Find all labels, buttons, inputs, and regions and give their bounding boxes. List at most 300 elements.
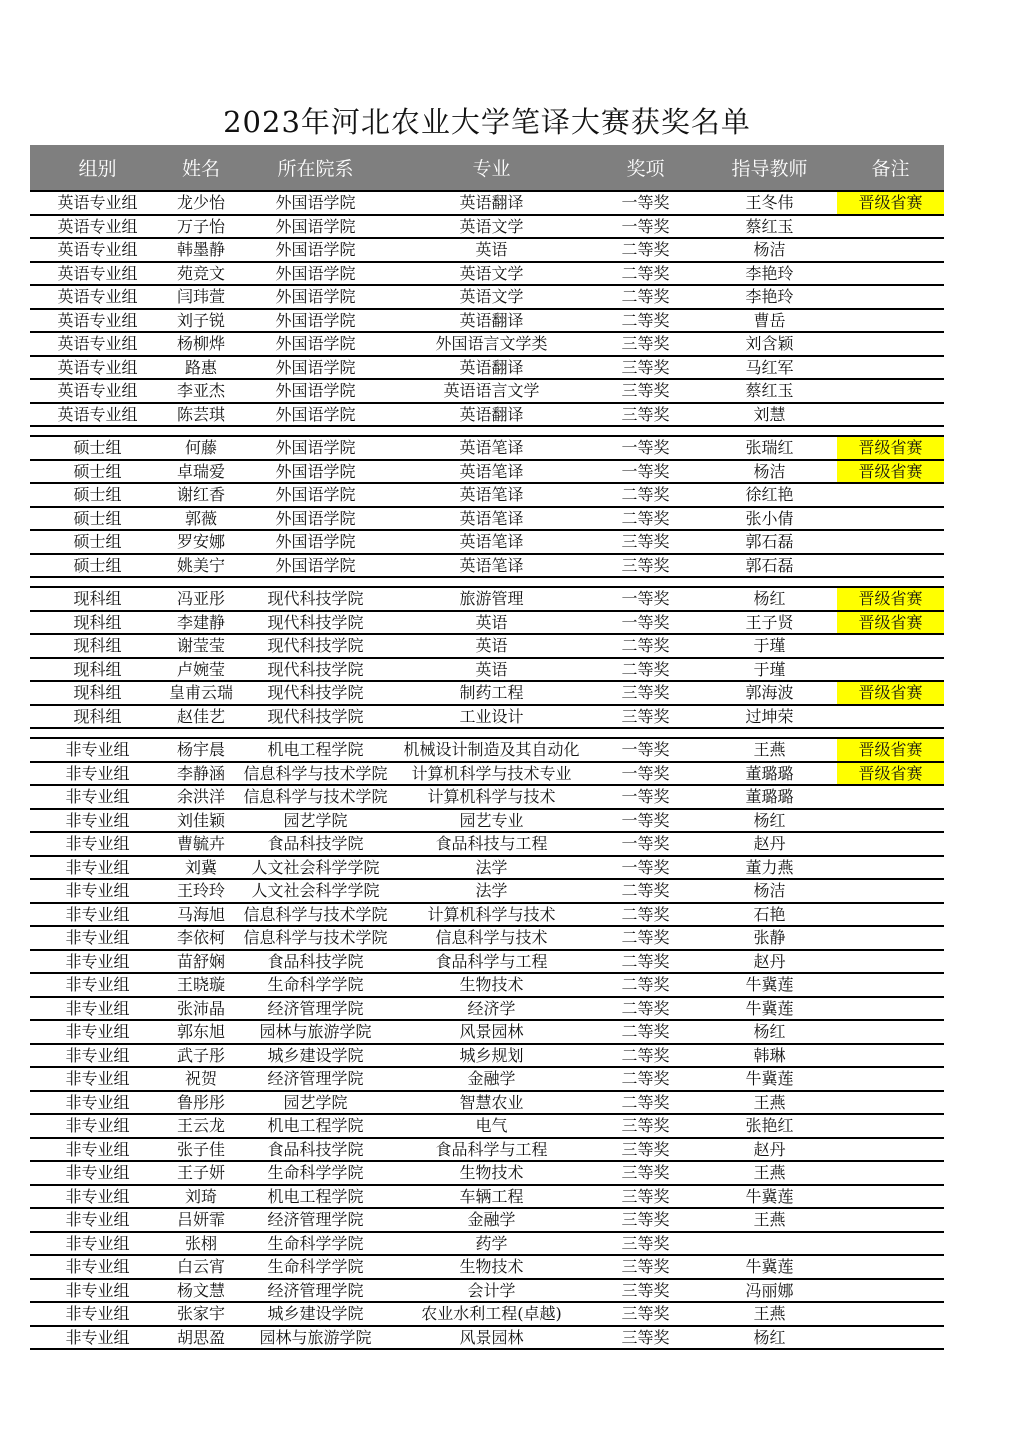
award-cell: 三等奖	[589, 1255, 702, 1279]
name-cell: 王晓璇	[165, 973, 237, 997]
award-cell: 二等奖	[589, 1020, 702, 1044]
group-cell: 非专业组	[30, 926, 165, 950]
table-row	[30, 1067, 944, 1091]
remark-cell	[837, 903, 944, 927]
award-cell: 二等奖	[589, 903, 702, 927]
name-cell: 马海旭	[165, 903, 237, 927]
award-cell: 三等奖	[589, 332, 702, 356]
table-row	[30, 1114, 944, 1138]
name-cell: 白云宵	[165, 1255, 237, 1279]
table-row	[30, 1326, 944, 1350]
remark-cell	[837, 1161, 944, 1185]
award-cell: 三等奖	[589, 356, 702, 380]
group-cell: 英语专业组	[30, 332, 165, 356]
major-cell: 法学	[394, 856, 589, 880]
college-cell: 生命科学学院	[237, 1232, 394, 1256]
advisor-cell: 董璐璐	[702, 762, 837, 786]
table-row	[30, 1255, 944, 1279]
table-row	[30, 762, 944, 786]
advisor-cell: 杨洁	[702, 238, 837, 262]
award-cell: 二等奖	[589, 285, 702, 309]
table-row	[30, 738, 944, 762]
major-cell: 英语文学	[394, 285, 589, 309]
award-cell: 二等奖	[589, 950, 702, 974]
advisor-cell: 牛冀莲	[702, 973, 837, 997]
group-cell: 非专业组	[30, 832, 165, 856]
table-row	[30, 1232, 944, 1256]
name-cell: 余洪洋	[165, 785, 237, 809]
major-cell: 生物技术	[394, 973, 589, 997]
remark-cell	[837, 403, 944, 427]
major-cell: 药学	[394, 1232, 589, 1256]
remark-cell	[837, 1114, 944, 1138]
remark-cell	[837, 1138, 944, 1162]
remark-cell	[837, 1020, 944, 1044]
advisor-cell: 杨洁	[702, 460, 837, 484]
page-title: 2023年河北农业大学笔译大赛获奖名单	[223, 105, 751, 139]
remark-cell: 晋级省赛	[837, 681, 944, 705]
group-cell: 英语专业组	[30, 309, 165, 333]
separator-cell	[30, 577, 944, 587]
college-cell: 生命科学学院	[237, 1255, 394, 1279]
college-cell: 外国语学院	[237, 483, 394, 507]
remark-cell	[837, 309, 944, 333]
table-row	[30, 403, 944, 427]
advisor-cell: 徐红艳	[702, 483, 837, 507]
name-cell: 刘佳颖	[165, 809, 237, 833]
name-cell: 郭东旭	[165, 1020, 237, 1044]
name-cell: 万子怡	[165, 215, 237, 239]
name-cell: 苗舒娴	[165, 950, 237, 974]
group-cell: 非专业组	[30, 1067, 165, 1091]
award-cell: 三等奖	[589, 403, 702, 427]
name-cell: 杨宇晨	[165, 738, 237, 762]
college-cell: 外国语学院	[237, 309, 394, 333]
table-row	[30, 785, 944, 809]
advisor-cell: 董璐璐	[702, 785, 837, 809]
table-row	[30, 832, 944, 856]
group-cell: 现科组	[30, 705, 165, 729]
major-cell: 经济学	[394, 997, 589, 1021]
award-cell: 三等奖	[589, 554, 702, 578]
major-cell: 计算机科学与技术	[394, 903, 589, 927]
remark-cell	[837, 658, 944, 682]
college-cell: 现代科技学院	[237, 705, 394, 729]
award-cell: 三等奖	[589, 705, 702, 729]
advisor-cell: 王燕	[702, 1091, 837, 1115]
remark-cell	[837, 1067, 944, 1091]
name-cell: 王玲玲	[165, 879, 237, 903]
name-cell: 谢莹莹	[165, 634, 237, 658]
advisor-cell: 张静	[702, 926, 837, 950]
advisor-cell: 牛冀莲	[702, 997, 837, 1021]
header-remark: 备注	[837, 145, 944, 191]
header-major: 专业	[394, 145, 589, 191]
remark-cell	[837, 530, 944, 554]
group-cell: 现科组	[30, 681, 165, 705]
remark-cell: 晋级省赛	[837, 587, 944, 611]
table-row	[30, 634, 944, 658]
college-cell: 食品科技学院	[237, 1138, 394, 1162]
major-cell: 英语笔译	[394, 460, 589, 484]
name-cell: 苑竞文	[165, 262, 237, 286]
award-cell: 三等奖	[589, 1114, 702, 1138]
award-cell: 一等奖	[589, 856, 702, 880]
college-cell: 现代科技学院	[237, 634, 394, 658]
table-row	[30, 309, 944, 333]
name-cell: 杨文慧	[165, 1279, 237, 1303]
group-cell: 非专业组	[30, 762, 165, 786]
group-cell: 非专业组	[30, 1232, 165, 1256]
advisor-cell: 杨红	[702, 1020, 837, 1044]
header-group: 组别	[30, 145, 165, 191]
remark-cell	[837, 705, 944, 729]
table-row	[30, 658, 944, 682]
college-cell: 机电工程学院	[237, 1114, 394, 1138]
name-cell: 李建静	[165, 611, 237, 635]
advisor-cell: 韩琳	[702, 1044, 837, 1068]
award-cell: 一等奖	[589, 809, 702, 833]
separator-cell	[30, 426, 944, 436]
name-cell: 皇甫云瑞	[165, 681, 237, 705]
remark-cell: 晋级省赛	[837, 436, 944, 460]
remark-cell	[837, 238, 944, 262]
college-cell: 园林与旅游学院	[237, 1020, 394, 1044]
table-body	[30, 191, 944, 1349]
major-cell: 食品科技与工程	[394, 832, 589, 856]
group-cell: 英语专业组	[30, 191, 165, 215]
group-cell: 非专业组	[30, 973, 165, 997]
college-cell: 现代科技学院	[237, 681, 394, 705]
college-cell: 生命科学学院	[237, 973, 394, 997]
major-cell: 车辆工程	[394, 1185, 589, 1209]
group-cell: 硕士组	[30, 436, 165, 460]
major-cell: 英语文学	[394, 215, 589, 239]
major-cell: 食品科学与工程	[394, 950, 589, 974]
group-cell: 非专业组	[30, 1279, 165, 1303]
name-cell: 武子彤	[165, 1044, 237, 1068]
remark-cell	[837, 950, 944, 974]
college-cell: 外国语学院	[237, 191, 394, 215]
remark-cell	[837, 1326, 944, 1350]
table-row	[30, 705, 944, 729]
remark-cell	[837, 809, 944, 833]
college-cell: 人文社会科学学院	[237, 879, 394, 903]
table-row	[30, 1020, 944, 1044]
group-cell: 硕士组	[30, 483, 165, 507]
table-row	[30, 681, 944, 705]
major-cell: 智慧农业	[394, 1091, 589, 1115]
award-cell: 三等奖	[589, 379, 702, 403]
separator-cell	[30, 728, 944, 738]
advisor-cell: 于瑾	[702, 658, 837, 682]
name-cell: 王子妍	[165, 1161, 237, 1185]
major-cell: 英语	[394, 611, 589, 635]
group-separator	[30, 577, 944, 587]
major-cell: 英语	[394, 634, 589, 658]
advisor-cell: 张艳红	[702, 1114, 837, 1138]
remark-cell	[837, 1185, 944, 1209]
name-cell: 祝贺	[165, 1067, 237, 1091]
name-cell: 吕妍霏	[165, 1208, 237, 1232]
award-cell: 二等奖	[589, 634, 702, 658]
group-cell: 现科组	[30, 611, 165, 635]
group-cell: 非专业组	[30, 1044, 165, 1068]
table-row	[30, 1302, 944, 1326]
group-cell: 非专业组	[30, 1326, 165, 1350]
table-row	[30, 587, 944, 611]
group-cell: 非专业组	[30, 950, 165, 974]
remark-cell	[837, 379, 944, 403]
advisor-cell: 王燕	[702, 1208, 837, 1232]
college-cell: 信息科学与技术学院	[237, 903, 394, 927]
name-cell: 韩墨静	[165, 238, 237, 262]
advisor-cell: 郭石磊	[702, 530, 837, 554]
table-row	[30, 238, 944, 262]
major-cell: 机械设计制造及其自动化	[394, 738, 589, 762]
name-cell: 曹毓卉	[165, 832, 237, 856]
table-row	[30, 215, 944, 239]
major-cell: 英语笔译	[394, 507, 589, 531]
table-row	[30, 1044, 944, 1068]
award-cell: 三等奖	[589, 681, 702, 705]
table-row	[30, 950, 944, 974]
group-cell: 非专业组	[30, 903, 165, 927]
major-cell: 英语	[394, 238, 589, 262]
award-cell: 一等奖	[589, 785, 702, 809]
major-cell: 制药工程	[394, 681, 589, 705]
college-cell: 外国语学院	[237, 379, 394, 403]
advisor-cell: 曹岳	[702, 309, 837, 333]
table-row	[30, 460, 944, 484]
table-row	[30, 1185, 944, 1209]
advisor-cell: 蔡红玉	[702, 215, 837, 239]
group-cell: 英语专业组	[30, 356, 165, 380]
college-cell: 机电工程学院	[237, 1185, 394, 1209]
major-cell: 园艺专业	[394, 809, 589, 833]
remark-cell	[837, 785, 944, 809]
name-cell: 张沛晶	[165, 997, 237, 1021]
group-cell: 非专业组	[30, 1208, 165, 1232]
college-cell: 食品科技学院	[237, 832, 394, 856]
major-cell: 信息科学与技术	[394, 926, 589, 950]
major-cell: 风景园林	[394, 1326, 589, 1350]
header-award: 奖项	[589, 145, 702, 191]
table-row	[30, 856, 944, 880]
remark-cell: 晋级省赛	[837, 460, 944, 484]
college-cell: 外国语学院	[237, 238, 394, 262]
remark-cell	[837, 1232, 944, 1256]
name-cell: 谢红香	[165, 483, 237, 507]
table-row	[30, 1208, 944, 1232]
remark-cell: 晋级省赛	[837, 611, 944, 635]
remark-cell	[837, 483, 944, 507]
college-cell: 生命科学学院	[237, 1161, 394, 1185]
group-cell: 现科组	[30, 587, 165, 611]
award-cell: 一等奖	[589, 762, 702, 786]
major-cell: 英语语言文学	[394, 379, 589, 403]
advisor-cell: 刘含颖	[702, 332, 837, 356]
group-cell: 硕士组	[30, 554, 165, 578]
award-cell: 二等奖	[589, 658, 702, 682]
major-cell: 食品科学与工程	[394, 1138, 589, 1162]
name-cell: 张栩	[165, 1232, 237, 1256]
table-row	[30, 1091, 944, 1115]
header-name: 姓名	[165, 145, 237, 191]
table-row	[30, 356, 944, 380]
advisor-cell: 郭海波	[702, 681, 837, 705]
college-cell: 现代科技学院	[237, 611, 394, 635]
remark-cell	[837, 1208, 944, 1232]
major-cell: 电气	[394, 1114, 589, 1138]
college-cell: 经济管理学院	[237, 1279, 394, 1303]
major-cell: 法学	[394, 879, 589, 903]
name-cell: 胡思盈	[165, 1326, 237, 1350]
remark-cell: 晋级省赛	[837, 738, 944, 762]
name-cell: 王云龙	[165, 1114, 237, 1138]
name-cell: 刘子锐	[165, 309, 237, 333]
college-cell: 经济管理学院	[237, 1208, 394, 1232]
name-cell: 路惠	[165, 356, 237, 380]
college-cell: 信息科学与技术学院	[237, 926, 394, 950]
award-cell: 三等奖	[589, 1279, 702, 1303]
advisor-cell: 杨红	[702, 809, 837, 833]
advisor-cell: 王子贤	[702, 611, 837, 635]
group-cell: 现科组	[30, 634, 165, 658]
remark-cell	[837, 973, 944, 997]
award-cell: 一等奖	[589, 587, 702, 611]
major-cell: 风景园林	[394, 1020, 589, 1044]
group-cell: 非专业组	[30, 1255, 165, 1279]
award-cell: 二等奖	[589, 483, 702, 507]
award-table	[30, 145, 944, 1350]
group-cell: 非专业组	[30, 1091, 165, 1115]
major-cell: 工业设计	[394, 705, 589, 729]
name-cell: 陈芸琪	[165, 403, 237, 427]
table-row	[30, 436, 944, 460]
college-cell: 外国语学院	[237, 436, 394, 460]
major-cell: 生物技术	[394, 1255, 589, 1279]
major-cell: 英语翻译	[394, 309, 589, 333]
name-cell: 李亚杰	[165, 379, 237, 403]
major-cell: 旅游管理	[394, 587, 589, 611]
table-row	[30, 483, 944, 507]
major-cell: 计算机科学与技术	[394, 785, 589, 809]
award-cell: 二等奖	[589, 926, 702, 950]
group-separator	[30, 426, 944, 436]
table-row	[30, 903, 944, 927]
group-cell: 非专业组	[30, 809, 165, 833]
group-cell: 非专业组	[30, 856, 165, 880]
major-cell: 城乡规划	[394, 1044, 589, 1068]
advisor-cell: 李艳玲	[702, 262, 837, 286]
table-row	[30, 997, 944, 1021]
table-row	[30, 973, 944, 997]
college-cell: 外国语学院	[237, 215, 394, 239]
remark-cell	[837, 332, 944, 356]
group-cell: 非专业组	[30, 785, 165, 809]
group-cell: 非专业组	[30, 997, 165, 1021]
college-cell: 园艺学院	[237, 809, 394, 833]
table-row	[30, 262, 944, 286]
advisor-cell: 马红军	[702, 356, 837, 380]
name-cell: 杨柳烨	[165, 332, 237, 356]
award-cell: 一等奖	[589, 738, 702, 762]
table-row	[30, 285, 944, 309]
table-header	[30, 145, 944, 191]
college-cell: 外国语学院	[237, 356, 394, 380]
advisor-cell: 杨红	[702, 587, 837, 611]
table-row	[30, 926, 944, 950]
group-cell: 非专业组	[30, 1138, 165, 1162]
group-cell: 非专业组	[30, 738, 165, 762]
table-row	[30, 879, 944, 903]
advisor-cell: 蔡红玉	[702, 379, 837, 403]
table-row	[30, 507, 944, 531]
college-cell: 经济管理学院	[237, 997, 394, 1021]
remark-cell	[837, 832, 944, 856]
advisor-cell: 赵丹	[702, 832, 837, 856]
group-cell: 硕士组	[30, 507, 165, 531]
advisor-cell: 王燕	[702, 1161, 837, 1185]
group-cell: 英语专业组	[30, 379, 165, 403]
advisor-cell: 李艳玲	[702, 285, 837, 309]
award-cell: 二等奖	[589, 879, 702, 903]
group-separator	[30, 728, 944, 738]
major-cell: 英语翻译	[394, 356, 589, 380]
advisor-cell: 郭石磊	[702, 554, 837, 578]
remark-cell	[837, 634, 944, 658]
table-row	[30, 1161, 944, 1185]
college-cell: 外国语学院	[237, 403, 394, 427]
name-cell: 李静涵	[165, 762, 237, 786]
college-cell: 食品科技学院	[237, 950, 394, 974]
remark-cell	[837, 262, 944, 286]
award-cell: 一等奖	[589, 460, 702, 484]
remark-cell	[837, 1044, 944, 1068]
advisor-cell: 赵丹	[702, 950, 837, 974]
name-cell: 姚美宁	[165, 554, 237, 578]
group-cell: 非专业组	[30, 879, 165, 903]
remark-cell	[837, 856, 944, 880]
table-row	[30, 1138, 944, 1162]
group-cell: 英语专业组	[30, 403, 165, 427]
name-cell: 张家宇	[165, 1302, 237, 1326]
name-cell: 郭薇	[165, 507, 237, 531]
college-cell: 城乡建设学院	[237, 1302, 394, 1326]
remark-cell	[837, 356, 944, 380]
major-cell: 生物技术	[394, 1161, 589, 1185]
name-cell: 卢婉莹	[165, 658, 237, 682]
award-cell: 二等奖	[589, 973, 702, 997]
remark-cell	[837, 1255, 944, 1279]
college-cell: 外国语学院	[237, 530, 394, 554]
name-cell: 何藤	[165, 436, 237, 460]
major-cell: 计算机科学与技术专业	[394, 762, 589, 786]
major-cell: 英语笔译	[394, 483, 589, 507]
name-cell: 冯亚彤	[165, 587, 237, 611]
remark-cell	[837, 879, 944, 903]
name-cell: 鲁彤彤	[165, 1091, 237, 1115]
remark-cell	[837, 997, 944, 1021]
award-cell: 三等奖	[589, 530, 702, 554]
table-row	[30, 530, 944, 554]
name-cell: 闫玮萱	[165, 285, 237, 309]
award-cell: 三等奖	[589, 1232, 702, 1256]
award-cell: 二等奖	[589, 507, 702, 531]
major-cell: 英语翻译	[394, 191, 589, 215]
college-cell: 外国语学院	[237, 332, 394, 356]
